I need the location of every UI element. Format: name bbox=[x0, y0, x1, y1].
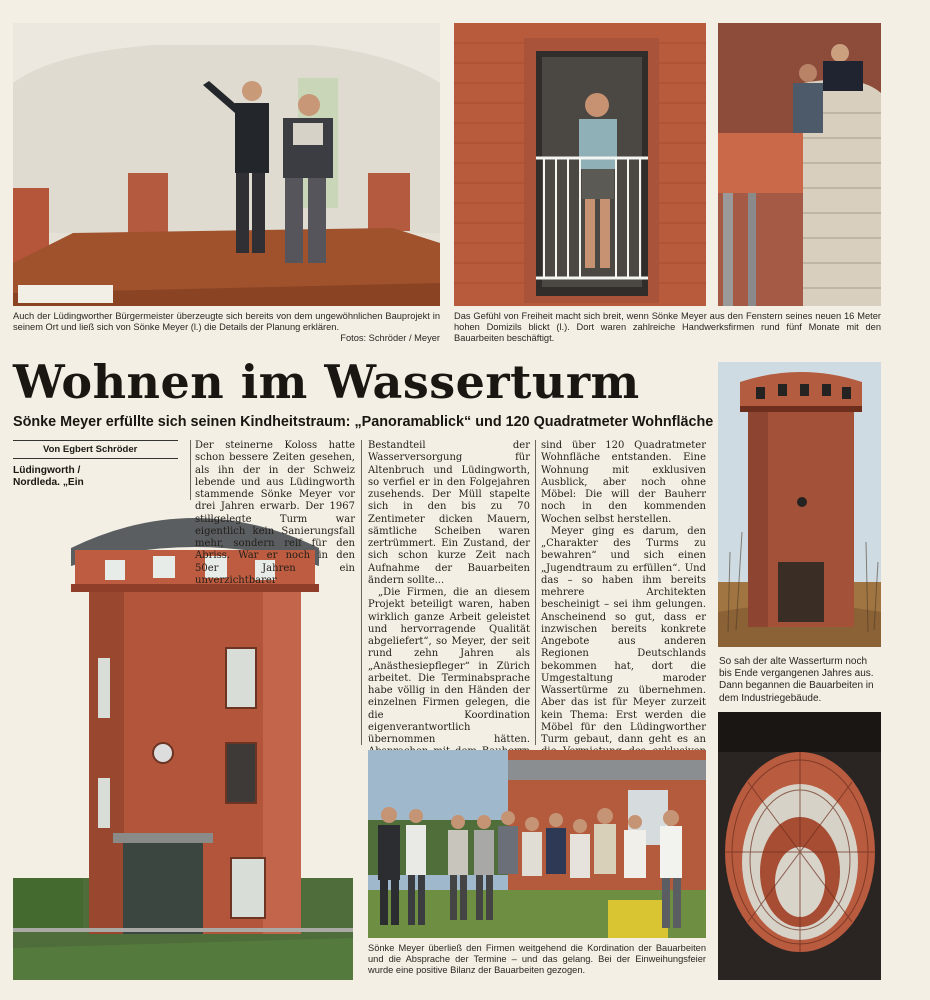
photo-balcony-window bbox=[454, 23, 706, 306]
byline: Von Egbert Schröder bbox=[13, 440, 178, 459]
photo-workers-tower-top bbox=[718, 23, 881, 306]
column-1-text: Der steinerne Koloss hatte schon bessere Zeiten gesehen, als ihn der in der Schweiz lebende und aus Lüdingworth stammende Sönke Meyer vor drei Jahren erwarb. Der 1967 stillgelegte Turm war eigentlich kein Sanierungsfall mehr, sondern reif für den Abriss. War er noch in den 50er Jahren ein unverzichtbarer bbox=[195, 440, 355, 586]
photo-group-of-workers bbox=[368, 750, 706, 938]
caption-group: Sönke Meyer überließ den Firmen weitgehend die Kordination der Bauarbeiten und die Absprache der Termine – und das gelang. Bei der Einweihungsfeier wurde eine positive Bilanz der Bauarbeiten gezogen. bbox=[368, 943, 706, 976]
column-2-text: Bestandteil der Wasserversorgung für Altenbruch und Lüdingworth, so verfiel er in den Folgejahren zusehends. Der Müll stapelte sich in den bis zu 70 Zentimeter dicken Mauern, sämtliche Scheiben waren zertrümmert. Ein Zustand, der sich schon kurze Zeit nach Aufnahme der Bauarbeiten ändern sollte... bbox=[368, 440, 530, 586]
column-3-text: sind über 120 Quadratmeter Wohnfläche entstanden. Eine Wohnung mit exklusiven Ausblick, aber noch ohne Möbel: Die will der Bauherr noch in den kommenden Wochen selbst herstellen. bbox=[541, 440, 706, 525]
photo-interior-two-men bbox=[13, 23, 440, 306]
article-column-3 bbox=[541, 440, 706, 795]
caption-top-left: Fotos: Schröder / Meyer Auch der Lüdingworther Bürgermeister überzeugte sich bereits von dem ungewöhnlichen Bauprojekt in seinem Ort und ließ sich von Sönke Meyer (l.) die Details der Planung erklären. bbox=[13, 311, 440, 343]
photo-tower-interior-looking-up bbox=[718, 712, 881, 980]
article-column-1 bbox=[195, 440, 355, 587]
caption-top-right: Das Gefühl von Freiheit macht sich breit, wenn Sönke Meyer aus den Fenstern seines neuen 16 Meter hohen Domizils blickt (l.). Dort waren zahlreiche Handwerksfirmen rund fünf Monate mit den Bauarbeiten beschäftigt. bbox=[454, 311, 881, 344]
divider-left bbox=[190, 440, 191, 500]
column-2-para-2: „Die Firmen, die an diesem Projekt beteiligt waren, haben wirklich ganze Arbeit geleistet und hervorragende Qualität abgeliefert“, so Meyer, der seit rund zehn Jahren als „Anästhesiepfleger“ in Zürich arbeitet. Die Terminabsprache habe völlig in den Händen der einzelnen Firmen gelegen, die die Koordination eigenverantwortlich übernommen hätten. bbox=[368, 587, 530, 745]
divider-middle-2 bbox=[535, 440, 536, 745]
divider-middle-1 bbox=[361, 440, 362, 745]
photo-credit: Fotos: Schröder / Meyer bbox=[340, 333, 440, 343]
subheadline: Sönke Meyer erfüllte sich seinen Kindheitstraum: „Panoramablick“ und 120 Quadratmeter Wohnfläche bbox=[13, 414, 714, 430]
headline: Wohnen im Wasserturm bbox=[13, 355, 640, 409]
caption-right-middle: So sah der alte Wasserturm noch bis Ende vergangenen Jahres aus. Dann begannen die Bauarbeiten in dem Industriegebäude. bbox=[719, 656, 874, 704]
column-3-para-2: Meyer ging es darum, den „Charakter des Turms zu bewahren“ und sich einen „Jugendtraum zu erfüllen“. Und das – so haben ihm bereits mehrere Architekten bescheinigt – sei ihm gelungen. Anscheinend so gut, dass er inzwischen bereits konkrete Angebote aus anderen Regionen Deutschlands bekommen hat, dort die Umgestaltung maroder Wassertürme zu übernehmen. Aber das ist für Meyer zurzeit kein Thema: Erst werden die Möbel für den Lüdingworther Turm gebaut, dann geht es an bbox=[541, 525, 706, 745]
photo-old-water-tower bbox=[718, 362, 881, 647]
lead-paragraph: Lüdingworth / Nordleda. „Ein bbox=[13, 465, 84, 489]
